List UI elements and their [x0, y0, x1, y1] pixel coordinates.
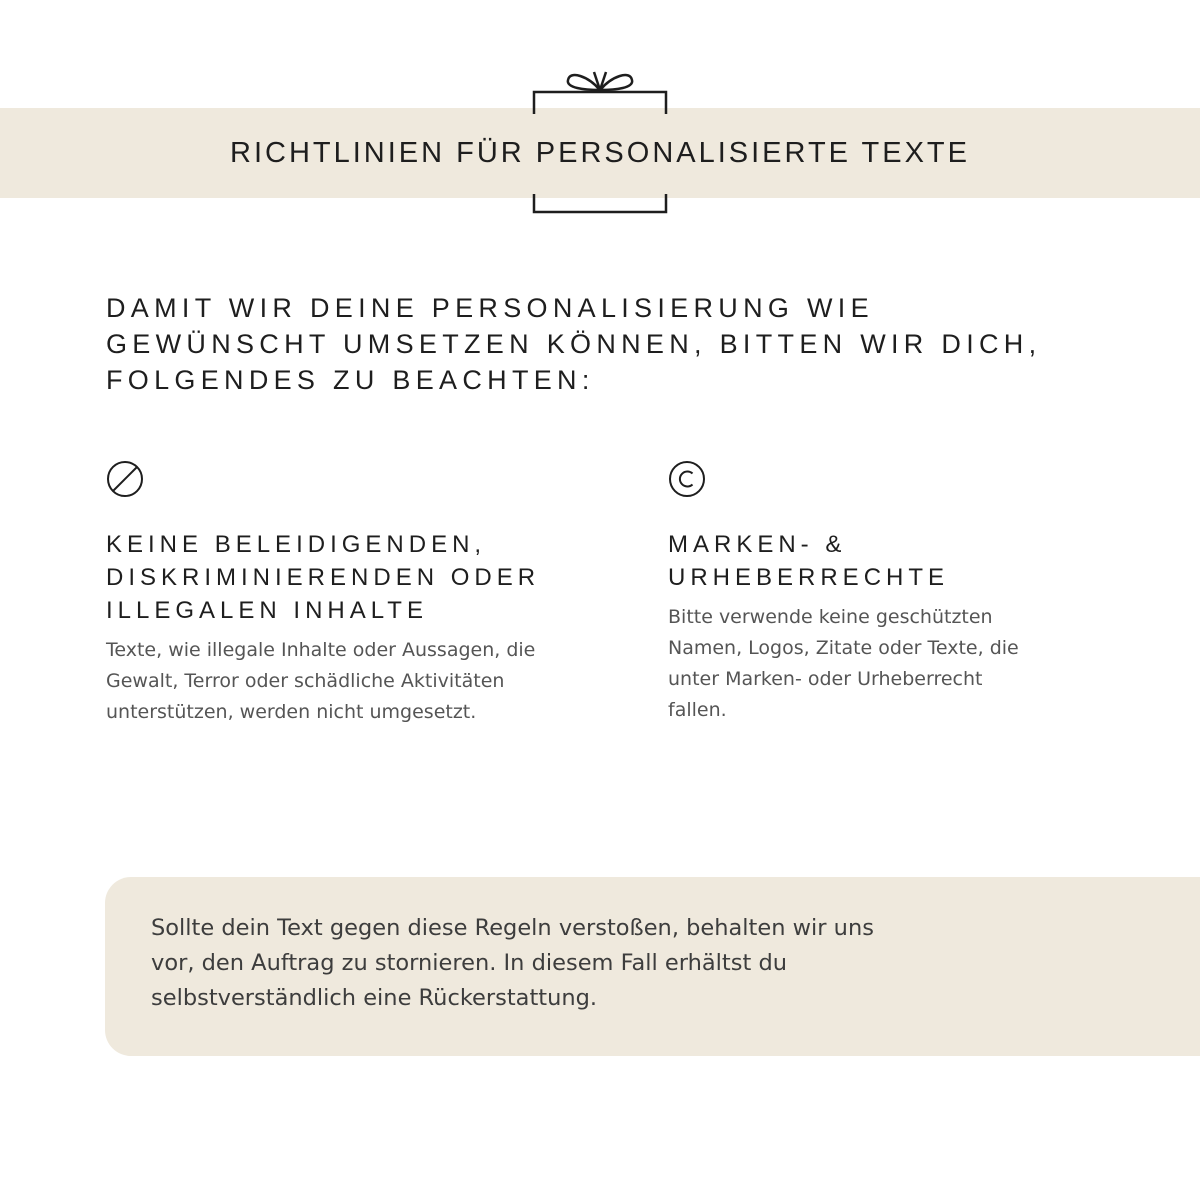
notice-box — [105, 877, 1200, 1056]
prohibited-icon — [106, 460, 144, 498]
rule-title: KEINE BELEIDIGENDEN, DISKRIMINIERENDEN ODER ILLEGALEN INHALTE — [106, 531, 541, 624]
notice-text: Sollte dein Text gegen diese Regeln verstoßen, behalten wir uns vor, den Auftrag zu stornieren. In diesem Fall erhältst du selbstverständlich eine Rückerstattung. — [151, 915, 874, 1011]
rule-trademark-copyright — [668, 460, 1108, 726]
intro-text: DAMIT WIR DEINE PERSONALISIERUNG WIE GEWÜNSCHT UMSETZEN KÖNNEN, BITTEN WIR DICH, FOLGENDES ZU BEACHTEN: — [106, 293, 1042, 395]
page-title: RICHTLINIEN FÜR PERSONALISIERTE TEXTE — [230, 137, 970, 169]
rule-offensive-content — [106, 460, 606, 728]
copyright-icon — [668, 460, 706, 498]
rule-title: MARKEN- & URHEBERRECHTE — [668, 531, 950, 591]
rule-description: Texte, wie illegale Inhalte oder Aussagen, die Gewalt, Terror oder schädliche Aktivitäten unterstützen, werden nicht umgesetzt. — [106, 639, 536, 723]
rule-description: Bitte verwende keine geschützten Namen, Logos, Zitate oder Texte, die unter Marken- oder Urheberrecht fallen. — [668, 606, 1019, 721]
